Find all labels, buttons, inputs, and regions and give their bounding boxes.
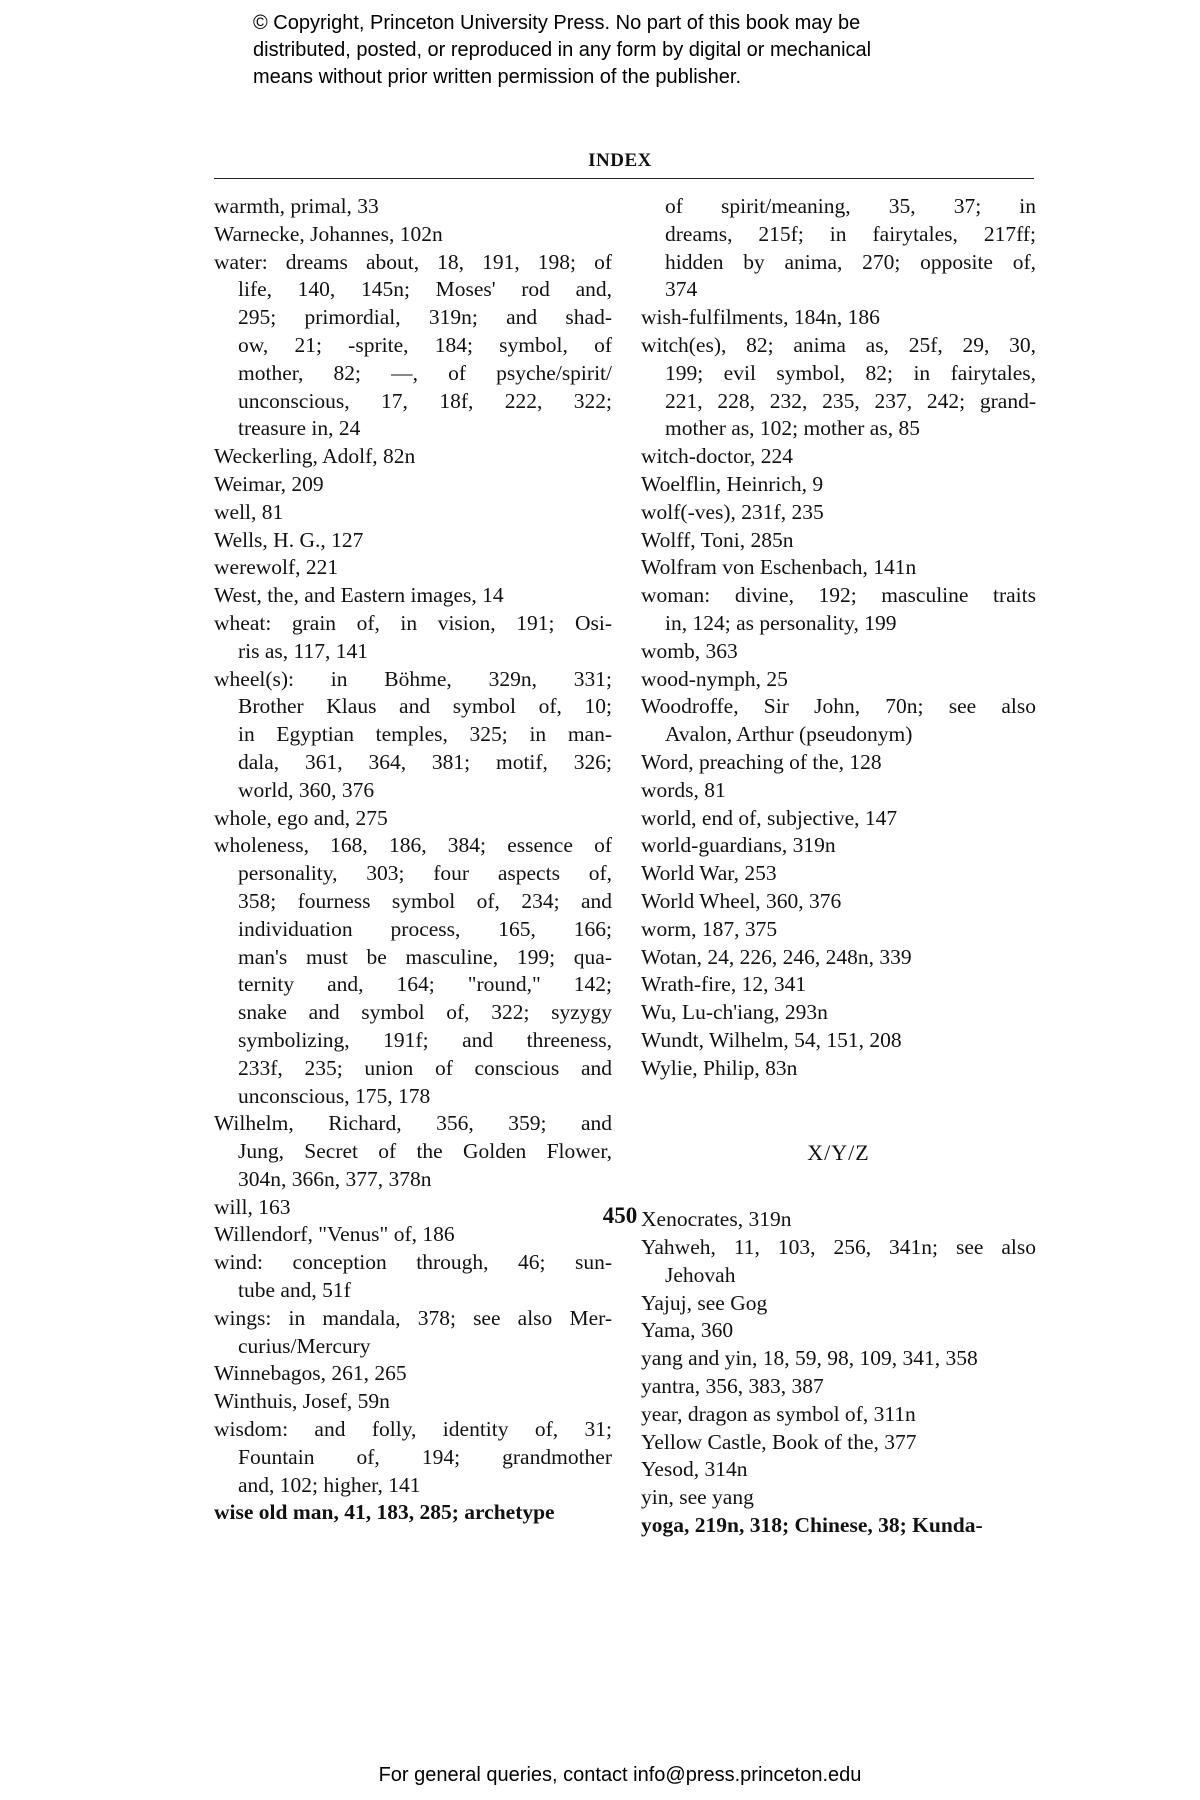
index-entry-line: 358; fourness symbol of, 234; and — [238, 888, 612, 913]
copyright-line: distributed, posted, or reproduced in any form by digital or mechanical — [253, 39, 872, 61]
index-entry-line: Warnecke, Johannes, 102n — [214, 221, 443, 246]
index-entry-line: symbolizing, 191f; and threeness, — [238, 1027, 612, 1052]
index-entry-line: world, 360, 376 — [238, 777, 375, 802]
index-entry-line: and, 102; higher, 141 — [238, 1472, 421, 1497]
index-entry-line: Wylie, Philip, 83n — [641, 1055, 798, 1080]
index-entry-line: personality, 303; four aspects of, — [238, 861, 612, 886]
index-entry-line: Wrath-fire, 12, 341 — [641, 972, 807, 997]
index-entry-line: Wotan, 24, 226, 246, 248n, 339 — [641, 944, 912, 969]
index-entry-line: Wilhelm, Richard, 356, 359; and — [214, 1111, 612, 1136]
index-entry-line: treasure in, 24 — [238, 416, 361, 441]
index-entry-line: in Egyptian temples, 325; in man- — [238, 722, 612, 747]
index-entry-line: woman: divine, 192; masculine traits — [641, 583, 1036, 608]
index-entry-line: Yellow Castle, Book of the, 377 — [641, 1429, 917, 1454]
index-entry-line: womb, 363 — [641, 638, 738, 663]
index-entry-line: witch-doctor, 224 — [641, 444, 793, 469]
index-entry-line: Weimar, 209 — [214, 471, 324, 496]
right-column — [641, 193, 1036, 1540]
index-entry-line: in, 124; as personality, 199 — [665, 610, 897, 635]
index-entry-line: Yahweh, 11, 103, 256, 341n; see also — [641, 1235, 1036, 1260]
index-entry-line: Xenocrates, 319n — [641, 1207, 792, 1232]
index-entry-line: well, 81 — [214, 499, 284, 524]
footer-contact: For general queries, contact info@press.princeton.edu — [378, 1764, 862, 1786]
index-entry-line: 304n, 366n, 377, 378n — [238, 1166, 432, 1191]
section-gap — [641, 1166, 1036, 1206]
index-entry-line: man's must be masculine, 199; qua- — [238, 944, 612, 969]
left-column — [214, 193, 612, 1527]
index-entry-line: Weckerling, Adolf, 82n — [214, 444, 416, 469]
copyright-line: © Copyright, Princeton University Press. No part of this book may be — [253, 12, 861, 34]
index-entry-line: Woodroffe, Sir John, 70n; see also — [641, 694, 1036, 719]
index-entry-line: Wolfram von Eschenbach, 141n — [641, 555, 917, 580]
index-entry-line: Yajuj, see Gog — [641, 1290, 768, 1315]
page-number: 450 — [602, 1203, 638, 1228]
index-entry-line: Willendorf, "Venus" of, 186 — [214, 1222, 455, 1247]
index-entry-line: Wells, H. G., 127 — [214, 527, 364, 552]
index-entry-line: water: dreams about, 18, 191, 198; of — [214, 249, 612, 274]
index-entry-line: world, end of, subjective, 147 — [641, 805, 898, 830]
index-entry-line: wolf(-ves), 231f, 235 — [641, 499, 824, 524]
index-entry-line: 221, 228, 232, 235, 237, 242; grand- — [665, 388, 1036, 413]
index-entry-line: dala, 361, 364, 381; motif, 326; — [238, 749, 612, 774]
index-entry-line: Fountain of, 194; grandmother — [238, 1444, 612, 1469]
index-entry-line: words, 81 — [641, 777, 726, 802]
index-entry-line: ow, 21; -sprite, 184; symbol, of — [238, 332, 612, 357]
index-entry-line: dreams, 215f; in fairytales, 217ff; — [665, 221, 1036, 246]
index-entry-line: life, 140, 145n; Moses' rod and, — [238, 277, 612, 302]
index-entry-line: Wu, Lu-ch'iang, 293n — [641, 1000, 828, 1025]
section-gap — [641, 1083, 1036, 1139]
index-entry-line: wish-fulfilments, 184n, 186 — [641, 305, 880, 330]
index-entry-line: wholeness, 168, 186, 384; essence of — [214, 833, 612, 858]
copyright-line: means without prior written permission of the publisher. — [253, 66, 742, 88]
right-column-entries-xyz — [641, 1206, 1036, 1540]
index-entry-line: Woelflin, Heinrich, 9 — [641, 471, 824, 496]
index-entry-line: 233f, 235; union of conscious and — [238, 1055, 612, 1080]
index-entry-line: wings: in mandala, 378; see also Mer- — [214, 1305, 612, 1330]
index-entry-line: of spirit/meaning, 35, 37; in — [665, 194, 1036, 218]
index-entry-line: Winnebagos, 261, 265 — [214, 1361, 407, 1386]
index-entry-line: Winthuis, Josef, 59n — [214, 1389, 390, 1414]
index-entry-line: tube and, 51f — [238, 1278, 351, 1303]
index-entry-line: World Wheel, 360, 376 — [641, 888, 842, 913]
index-entry-line: warmth, primal, 33 — [214, 194, 379, 218]
index-entry-line: wisdom: and folly, identity of, 31; — [214, 1417, 612, 1442]
index-entry-line: ris as, 117, 141 — [238, 638, 368, 663]
index-entry-line: curius/Mercury — [238, 1333, 371, 1358]
index-entry-line: Yesod, 314n — [641, 1457, 748, 1482]
index-entry-line: Word, preaching of the, 128 — [641, 749, 882, 774]
index-entry-line: West, the, and Eastern images, 14 — [214, 583, 504, 608]
copyright-notice — [253, 10, 1013, 91]
index-entry-line: Jung, Secret of the Golden Flower, — [238, 1139, 612, 1164]
index-entry-line: Yama, 360 — [641, 1318, 734, 1343]
page-title: INDEX — [588, 150, 652, 171]
index-entry-line: hidden by anima, 270; opposite of, — [665, 249, 1036, 274]
index-entry-line: snake and symbol of, 322; syzygy — [238, 1000, 612, 1025]
index-entry-line: year, dragon as symbol of, 311n — [641, 1401, 916, 1426]
index-entry-line: individuation process, 165, 166; — [238, 916, 612, 941]
index-entry-line: unconscious, 175, 178 — [238, 1083, 431, 1108]
index-entry-line: Wolff, Toni, 285n — [641, 527, 794, 552]
index-entry-line: world-guardians, 319n — [641, 833, 836, 858]
index-entry-line: Brother Klaus and symbol of, 10; — [238, 694, 612, 719]
index-entry-line: whole, ego and, 275 — [214, 805, 388, 830]
index-entry-line: Jehovah — [665, 1262, 736, 1287]
index-entry-line: will, 163 — [214, 1194, 291, 1219]
header-rule — [214, 178, 1034, 179]
index-entry-line: wise old man, 41, 183, 285; archetype — [214, 1500, 555, 1525]
index-entry-line: wheat: grain of, in vision, 191; Osi- — [214, 610, 612, 635]
index-entry-line: unconscious, 17, 18f, 222, 322; — [238, 388, 612, 413]
section-heading: X/Y/Z — [807, 1139, 870, 1165]
index-entry-line: yang and yin, 18, 59, 98, 109, 341, 358 — [641, 1346, 978, 1371]
index-entry-line: witch(es), 82; anima as, 25f, 29, 30, — [641, 332, 1036, 357]
index-entry-line: Avalon, Arthur (pseudonym) — [665, 722, 913, 747]
index-entry-line: 295; primordial, 319n; and shad- — [238, 305, 612, 330]
index-entry-line: wind: conception through, 46; sun- — [214, 1250, 612, 1275]
index-entry-line: worm, 187, 375 — [641, 916, 778, 941]
index-entry-line: 199; evil symbol, 82; in fairytales, — [665, 360, 1036, 385]
index-entry-line: Wundt, Wilhelm, 54, 151, 208 — [641, 1027, 902, 1052]
index-entry-line: mother as, 102; mother as, 85 — [665, 416, 920, 441]
index-entry-line: yoga, 219n, 318; Chinese, 38; Kunda- — [641, 1513, 983, 1538]
index-entry-line: werewolf, 221 — [214, 555, 339, 580]
index-entry-line: 374 — [665, 277, 698, 302]
index-entry-line: yin, see yang — [641, 1485, 754, 1510]
index-entry-line: wood-nymph, 25 — [641, 666, 788, 691]
index-entry-line: wheel(s): in Böhme, 329n, 331; — [214, 666, 612, 691]
right-column-entries-w — [641, 193, 1036, 1083]
index-entry-line: World War, 253 — [641, 861, 777, 886]
index-entry-line: ternity and, 164; "round," 142; — [238, 972, 612, 997]
index-entry-line: yantra, 356, 383, 387 — [641, 1374, 824, 1399]
index-entry-line: mother, 82; —, of psyche/spirit/ — [238, 360, 612, 385]
